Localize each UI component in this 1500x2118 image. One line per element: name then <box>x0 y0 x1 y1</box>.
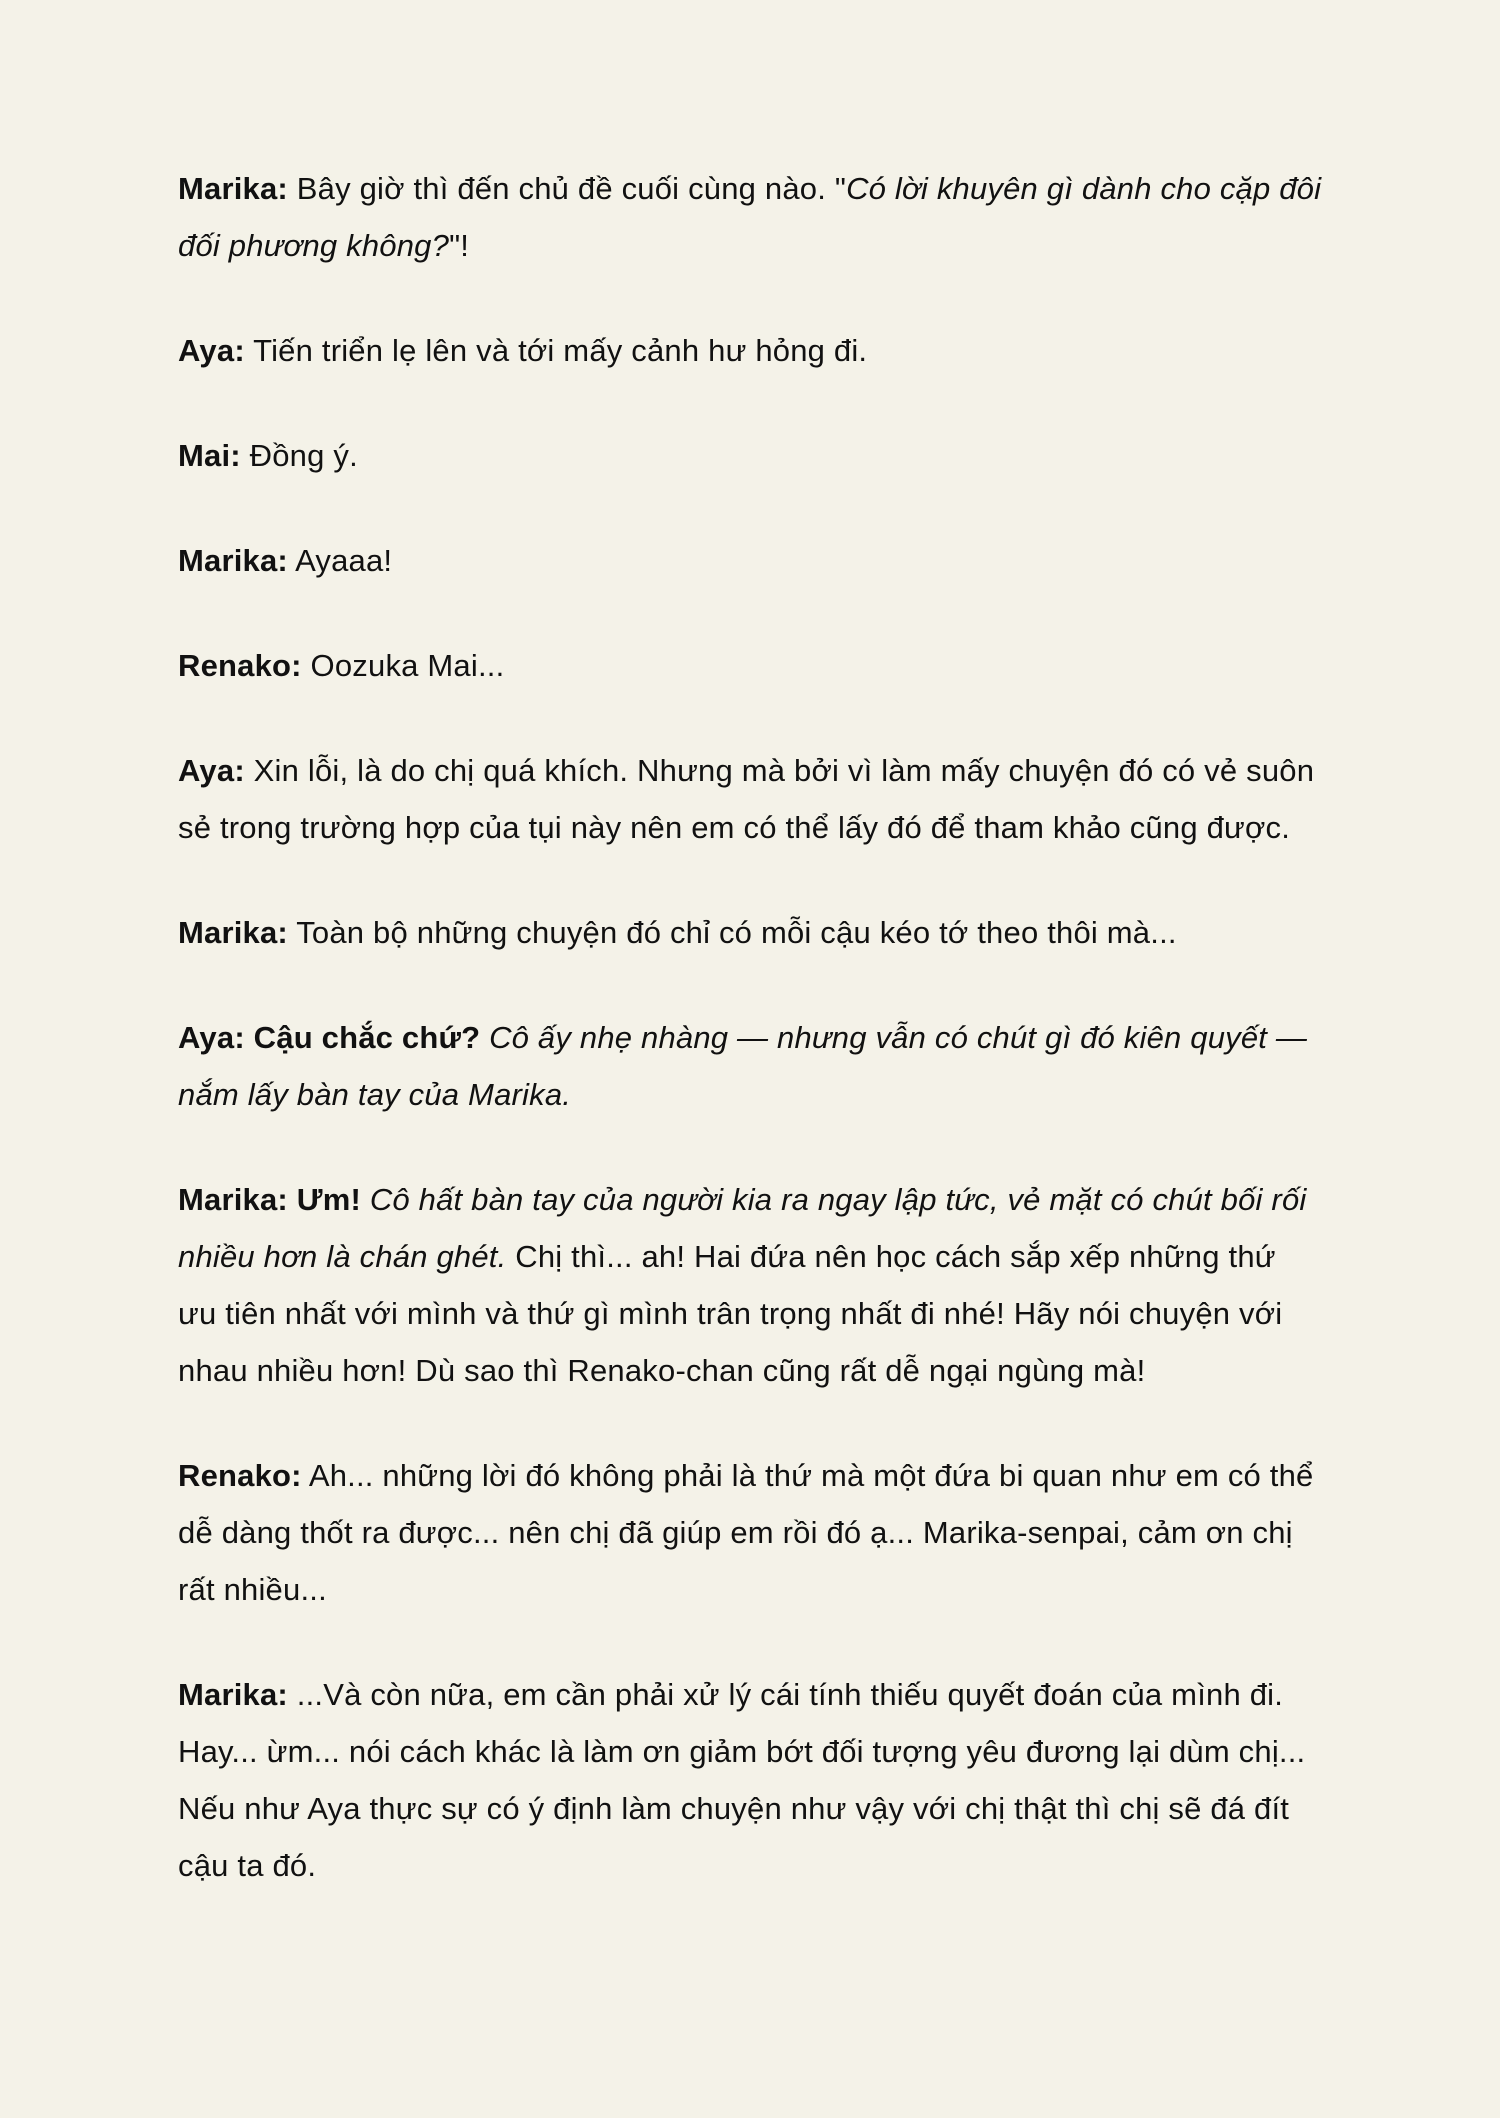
dialogue-segment-normal: Xin lỗi, là do chị quá khích. Nhưng mà bởi vì làm mấy chuyện đó có vẻ suôn sẻ trong trường hợp của tụi này nên em có thể lấy đó để tham khảo cũng được. <box>178 753 1315 845</box>
dialogue-segment-normal: Đồng ý. <box>249 438 358 473</box>
dialogue-segment-normal: Ayaaa! <box>295 543 393 578</box>
dialogue-line <box>178 532 1322 589</box>
dialogue-line <box>178 1009 1322 1123</box>
dialogue-segment-normal: "! <box>449 228 470 263</box>
speaker-name: Renako: <box>178 648 302 683</box>
speaker-name: Marika: <box>178 915 288 950</box>
dialogue-line <box>178 1666 1322 1894</box>
dialogue-segment-normal: ...Và còn nữa, em cần phải xử lý cái tính thiếu quyết đoán của mình đi. Hay... ừm... nói cách khác là làm ơn giảm bớt đối tượng yêu đương lại dùm chị... Nếu như Aya thực sự có ý định làm chuyện như vậy với chị thật thì chị sẽ đá đít cậu ta đó. <box>178 1677 1306 1883</box>
speaker-name: Aya: <box>178 1020 245 1055</box>
dialogue-line <box>178 1447 1322 1618</box>
dialogue-line <box>178 160 1322 274</box>
dialogue-line <box>178 742 1322 856</box>
dialogue-line <box>178 1171 1322 1399</box>
dialogue-segment-italic: Có lời khuyên gì dành cho cặp đôi đối phương không? <box>178 171 1322 263</box>
dialogue-segment-bold: Cậu chắc chứ? <box>253 1020 490 1055</box>
speaker-name: Aya: <box>178 753 245 788</box>
dialogue-segment-normal: Toàn bộ những chuyện đó chỉ có mỗi cậu kéo tớ theo thôi mà... <box>296 915 1177 950</box>
speaker-name: Marika: <box>178 1677 288 1712</box>
dialogue-segment-bold: Ưm! <box>296 1182 370 1217</box>
dialogue-segment-normal: Bây giờ thì đến chủ đề cuối cùng nào. " <box>296 171 847 206</box>
dialogue-segment-italic: Cô hất bàn tay của người kia ra ngay lập tức, vẻ mặt có chút bối rối nhiều hơn là chán ghét. <box>178 1182 1307 1274</box>
dialogue-segment-normal: Oozuka Mai... <box>310 648 505 683</box>
speaker-name: Mai: <box>178 438 241 473</box>
speaker-name: Aya: <box>178 333 245 368</box>
dialogue-transcript <box>178 160 1322 1894</box>
speaker-name: Marika: <box>178 543 288 578</box>
dialogue-segment-normal: Chị thì... ah! Hai đứa nên học cách sắp xếp những thứ ưu tiên nhất với mình và thứ gì mình trân trọng nhất đi nhé! Hãy nói chuyện với nhau nhiều hơn! Dù sao thì Renako-chan cũng rất dễ ngại ngùng mà! <box>178 1239 1283 1388</box>
dialogue-line <box>178 427 1322 484</box>
dialogue-segment-normal: Ah... những lời đó không phải là thứ mà một đứa bi quan như em có thể dễ dàng thốt ra được... nên chị đã giúp em rồi đó ạ... Marika-senpai, cảm ơn chị rất nhiều... <box>178 1458 1314 1607</box>
speaker-name: Renako: <box>178 1458 302 1493</box>
dialogue-line <box>178 637 1322 694</box>
dialogue-segment-italic: Cô ấy nhẹ nhàng — nhưng vẫn có chút gì đó kiên quyết — nắm lấy bàn tay của Marika. <box>178 1020 1308 1112</box>
speaker-name: Marika: <box>178 171 288 206</box>
dialogue-line <box>178 904 1322 961</box>
speaker-name: Marika: <box>178 1182 288 1217</box>
dialogue-line <box>178 322 1322 379</box>
dialogue-segment-normal: Tiến triển lẹ lên và tới mấy cảnh hư hỏng đi. <box>253 333 868 368</box>
